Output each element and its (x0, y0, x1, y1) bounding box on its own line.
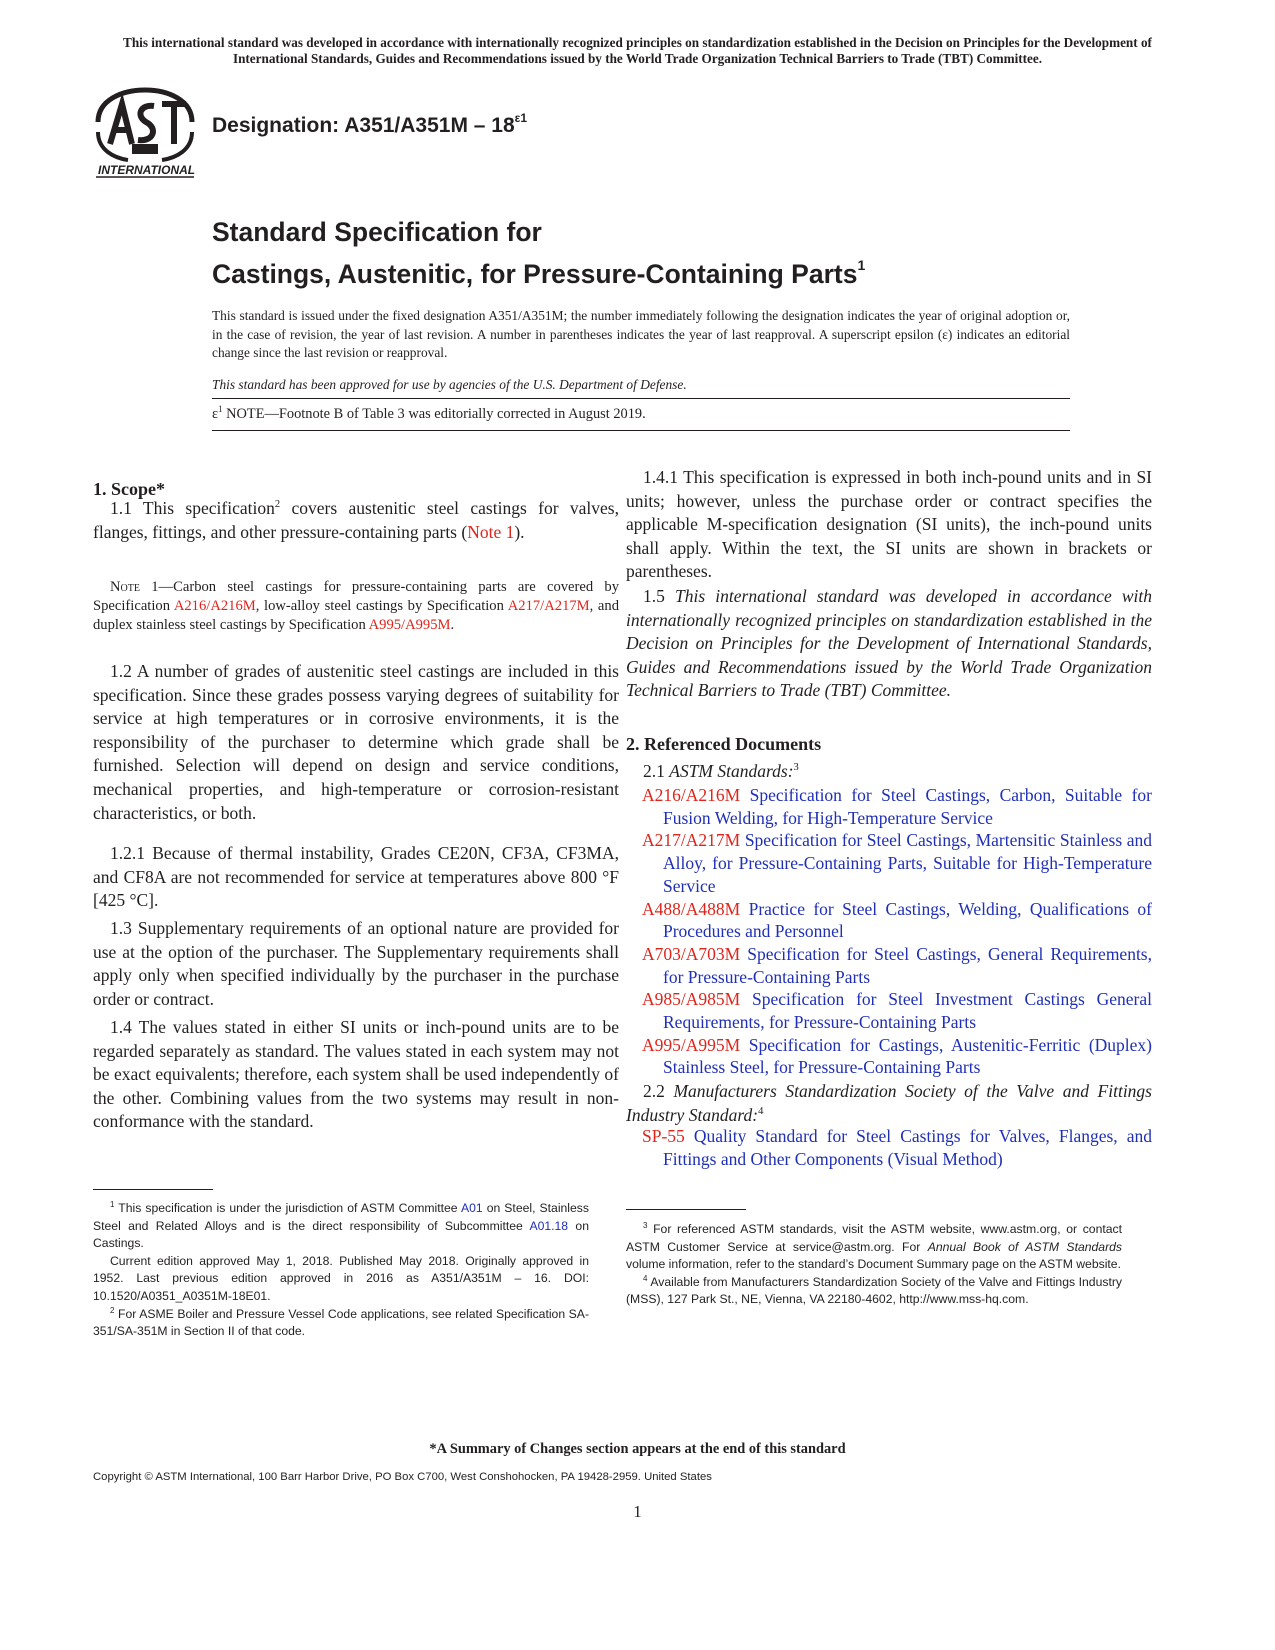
fn1-text-b: on Steel, Stainless Steel and Related Alloys and is the direct responsibility of Subcommittee (93, 1201, 589, 1233)
p22-number: 2.2 (643, 1081, 674, 1101)
footnote-divider (626, 1209, 746, 1210)
reference-item (626, 784, 1152, 829)
reference-title-link[interactable]: Specification for Steel Castings, Martensitic Stainless and Alloy, for Pressure-Containing Parts, Suitable for High-Temperature Service (663, 830, 1153, 896)
a216-link[interactable]: A216/A216M (173, 598, 256, 615)
footnote-2 (93, 1306, 589, 1341)
copyright: Copyright © ASTM International, 100 Barr Harbor Drive, PO Box C700, West Conshohocken, PA 19428-2959. United States (93, 1471, 712, 1483)
footnote-3 (626, 1221, 1122, 1274)
section-2-heading: 2. Referenced Documents (626, 734, 822, 754)
reference-item (626, 943, 1152, 988)
a995-link[interactable]: A995/A995M (368, 617, 451, 634)
footnote-ref-2[interactable]: 2 (274, 499, 281, 510)
logo-text: INTERNATIONAL (98, 163, 196, 177)
fn3-text-a: For referenced ASTM standards, visit the ASTM website, www.astm.org, or contact ASTM Customer Service at service@astm.org. For (626, 1222, 1122, 1254)
reference-item (626, 1034, 1152, 1079)
page-number: 1 (633, 1502, 642, 1521)
astm-logo-icon (92, 86, 198, 178)
footnote-ref-4[interactable]: 4 (758, 1105, 764, 1117)
footnote-divider (93, 1189, 213, 1190)
epsilon-mark: ε (212, 406, 219, 422)
fn2-text: For ASME Boiler and Pressure Vessel Code applications, see related Specification SA-351/SA-351M in Section II of that code. (93, 1306, 589, 1339)
note1-text-c: , and duplex stainless steel castings by Specification (93, 598, 620, 634)
paragraph-1-1 (93, 497, 619, 544)
astm-reference-list (626, 784, 1152, 1079)
p15-text: This international standard was developed in accordance with internationally recognized principles on standardization established in the Decision on Principles for the Development of International Standards, Guides and Recommendations issued by the World Trade Organization Technical Barriers to Trade (TBT) Committee. (626, 586, 1153, 701)
reference-item (626, 898, 1152, 943)
note1-text-d: . (450, 617, 455, 634)
footnote-mark: 2 (110, 1305, 115, 1315)
reference-item (626, 1125, 1152, 1170)
issued-statement: This standard is issued under the fixed designation A351/A351M; the number immediately following the designation indicates the year of original adoption or, in the case of revision, the year of last revision. A number in parentheses indicates the year of last reapproval. A superscript epsilon (ε) indicates an editorial change since the last revision or reapproval. (212, 308, 1070, 360)
reference-code-link[interactable]: SP-55 (642, 1126, 685, 1146)
reference-code-link[interactable]: A703/A703M (642, 943, 741, 964)
note-1 (93, 578, 619, 636)
divider (212, 430, 1070, 431)
epsilon-note (212, 404, 646, 423)
title-line-2: Castings, Austenitic, for Pressure-Containing Parts (212, 259, 858, 289)
footnote-1 (93, 1200, 589, 1253)
fn4-text: Available from Manufacturers Standardization Society of the Valve and Fittings Industry (MSS), 127 Park St., NE, Vienna, VA 22180-4602, http://www.mss-hq.com. (626, 1274, 1122, 1307)
defense-approval: This standard has been approved for use by agencies of the U.S. Department of Defense. (212, 377, 687, 392)
footnote-mark: 3 (643, 1221, 648, 1230)
note1-text-a: 1—Carbon steel castings for pressure-containing parts are covered by Specification (93, 579, 619, 615)
footnotes-left (93, 1200, 589, 1341)
document-title (212, 216, 865, 291)
international-standard-notice: This international standard was developed in accordance with internationally recognized principles on standardization established in the Decision on Principles for the Development of International Standards, Guides and Recommendations issued by the World Trade Organization Technical Barriers to Trade (TBT) Committee. (123, 35, 1152, 66)
title-line-1: Standard Specification for (212, 217, 542, 247)
p21-text: ASTM Standards: (669, 761, 794, 781)
divider (212, 398, 1070, 399)
note-1-link[interactable]: Note 1 (467, 521, 515, 542)
reference-title-link[interactable]: Specification for Steel Castings, Carbon, Suitable for Fusion Welding, for High-Temperature Service (663, 785, 1153, 828)
epsilon-sup: 1 (218, 404, 223, 414)
footnote-1-edition: Current edition approved May 1, 2018. Published May 2018. Originally approved in 1952. Last previous edition approved in 2016 as A351/A351M – 16. DOI: 10.1520/A0351_A0351M-18E01. (93, 1253, 589, 1303)
p11-text-c: ). (514, 521, 525, 542)
designation-label: Designation: A351/A351M – 18 (212, 114, 515, 137)
paragraph-2-2 (626, 1080, 1152, 1127)
designation (212, 111, 527, 138)
note-label: Note (110, 579, 140, 595)
epsilon-note-text: NOTE—Footnote B of Table 3 was editorially corrected in August 2019. (222, 406, 646, 422)
designation-superscript: ε1 (514, 111, 528, 125)
paragraph-1-2: 1.2 A number of grades of austenitic steel castings are included in this specification. Since these grades possess varying degrees of suitability for service at high temperatures or in corrosive environments, it is the responsibility of the purchaser to determine which grade shall be furnished. Selection will depend on design and service conditions, mechanical properties, and high-temperature or corrosion-resistant characteristics, or both. (93, 661, 619, 823)
reference-code-link[interactable]: A217/A217M (642, 830, 741, 851)
footnotes-right (626, 1221, 1122, 1309)
p15-number: 1.5 (643, 586, 676, 606)
reference-item (626, 829, 1152, 897)
reference-code-link[interactable]: A488/A488M (642, 898, 741, 919)
reference-title-link[interactable]: Specification for Steel Castings, General Requirements, for Pressure-Containing Parts (663, 943, 1152, 987)
subcommittee-a0118-link[interactable]: A01.18 (529, 1218, 569, 1233)
summary-of-changes-note: *A Summary of Changes section appears at the end of this standard (429, 1441, 846, 1457)
fn1-text-a: This specification is under the jurisdiction of ASTM Committee (114, 1201, 461, 1215)
mss-reference (626, 1125, 1152, 1170)
reference-title-link[interactable]: Specification for Steel Investment Castings General Requirements, for Pressure-Containing Parts (663, 989, 1152, 1033)
a217-link[interactable]: A217/A217M (507, 598, 590, 615)
footnote-mark: 1 (110, 1200, 115, 1209)
title-footnote-mark: 1 (857, 257, 866, 273)
fn1-text-c: on Castings. (93, 1218, 589, 1251)
paragraph-1-2-1: 1.2.1 Because of thermal instability, Grades CE20N, CF3A, CF3MA, and CF8A are not recommended for service at temperatures above 800 °F [425 °C]. (93, 843, 619, 911)
fn3-italic: Annual Book of ASTM Standards (927, 1239, 1122, 1254)
note1-text-b: , low-alloy steel castings by Specification (255, 598, 508, 615)
p11-text-b: covers austenitic steel castings for valves, flanges, fittings, and other pressure-containing parts ( (93, 498, 619, 542)
reference-code-link[interactable]: A985/A985M (642, 989, 741, 1010)
p21-number: 2.1 (643, 761, 670, 781)
section-1-heading: 1. Scope* (93, 479, 165, 499)
reference-code-link[interactable]: A995/A995M (642, 1034, 741, 1055)
footnote-ref-3[interactable]: 3 (793, 762, 799, 773)
reference-title-link[interactable]: Practice for Steel Castings, Welding, Qualifications of Procedures and Personnel (663, 898, 1153, 942)
footnote-4 (626, 1274, 1122, 1309)
reference-code-link[interactable]: A216/A216M (642, 785, 741, 805)
paragraph-1-5 (626, 585, 1152, 703)
reference-item (626, 988, 1152, 1033)
committee-a01-link[interactable]: A01 (460, 1201, 483, 1215)
paragraph-1-4: 1.4 The values stated in either SI units or inch-pound units are to be regarded separately as standard. The values stated in each system may not be exact equivalents; therefore, each system shall be used independently of the other. Combining values from the two systems may result in non-conformance with the standard. (93, 1017, 619, 1132)
reference-title-link[interactable]: Quality Standard for Steel Castings for Valves, Flanges, and Fittings and Other Components (Visual Method) (663, 1126, 1152, 1169)
reference-title-link[interactable]: Specification for Castings, Austenitic-Ferritic (Duplex) Stainless Steel, for Pressure-Containing Parts (663, 1034, 1153, 1078)
paragraph-1-3: 1.3 Supplementary requirements of an optional nature are provided for use at the option of the purchaser. The Supplementary requirements shall apply only when specified individually by the purchaser in the purchase order or contract. (93, 918, 619, 1009)
fn3-text-b: volume information, refer to the standard’s Document Summary page on the ASTM website. (626, 1257, 1121, 1272)
paragraph-2-1 (626, 760, 1152, 784)
paragraph-1-4-1: 1.4.1 This specification is expressed in both inch-pound units and in SI units; however, unless the purchase order or contract specifies the applicable M-specification designation (SI units), the inch-pound units shall apply. Within the text, the SI units are shown in brackets or parentheses. (626, 467, 1152, 582)
p11-text-a: 1.1 This specification (110, 498, 275, 518)
footnote-mark: 4 (643, 1273, 648, 1283)
p22-text: Manufacturers Standardization Society of the Valve and Fittings Industry Standard: (626, 1081, 1152, 1125)
